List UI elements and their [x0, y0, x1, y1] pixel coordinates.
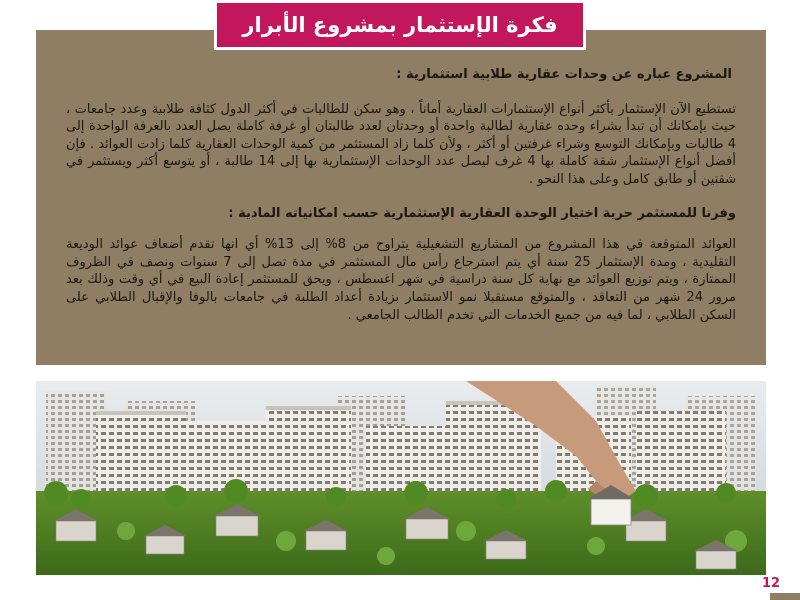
model-illustration: [36, 381, 766, 575]
text-panel: [36, 30, 766, 365]
real-estate-model-photo: [36, 381, 766, 575]
paragraph-returns: العوائد المتوقعة في هذا المشروع من المشاريع التشغيلية يتراوح من 8% إلى 13% أي انها تقدم أضعاف عوائد الوديعة التقليدية ، ومدة الإستثمار 25 سنة أي يتم استرجاع رأس مال المستثمر في مدة تصل إلى 7 سنوات ونصف في الظروف الممتازة ، ويتم توزيع العوائد مع نهاية كل سنة دراسية في شهر اغسطس ، ويحق للمستثمر إعادة البيع في أي وقت وذلك بعد مرور 24 شهر من التعاقد ، والمتوقع مستقبلا نمو الاستثمار بزيادة أعداد الطلبة في جامعات بالوفا والإقبال الطلابي على السكن الطلابي ، لما فيه من جميع الخدمات التي تخدم الطالب الجامعي .: [66, 237, 737, 323]
intro-text: المشروع عباره عن وحدات عقارية طلابية استثمارية :: [396, 67, 732, 82]
paragraph-investment: تستطيع الآن الإستثمار بأكثر أنواع الإستثمارات العقارية أماناً ، وهو سكن للطالبات في أكثر الدول كثافة طلابية وعدد جامعات ، حيث بإمكانك أن تبدأ بشراء وحده عقارية لطالبة واحدة أو وحدتان لعدد طالبتان أو غرفة كاملة يصل العدد بالغرفة الواحدة إلى 4 طالبات وبإمكانك التوسع وشراء غرفتين أو أكثر ، ولأن كلما زاد المستثمر من كمية الوحدات العقارية كلما زادت العوائد . فإن أفضل أنواع الإستثمار شقة كاملة بها 4 غرف ليصل عدد الوحدات الإستثمارية بها إلى 14 طالبة ، أو يتوسع أكثر ويستثمر في شقتين أو طابق كامل وعلى هذا النحو .: [66, 101, 737, 187]
page-title: فكرة الإستثمار بمشروع الأبرار: [242, 13, 558, 37]
paragraph-freedom: وفرنا للمستثمر حرية اختيار الوحدة العقارية الإستثمارية حسب امكانياته المادية :: [228, 205, 736, 221]
page-number: 12: [762, 576, 781, 591]
title-banner: [214, 0, 586, 50]
corner-decoration: [770, 593, 800, 600]
